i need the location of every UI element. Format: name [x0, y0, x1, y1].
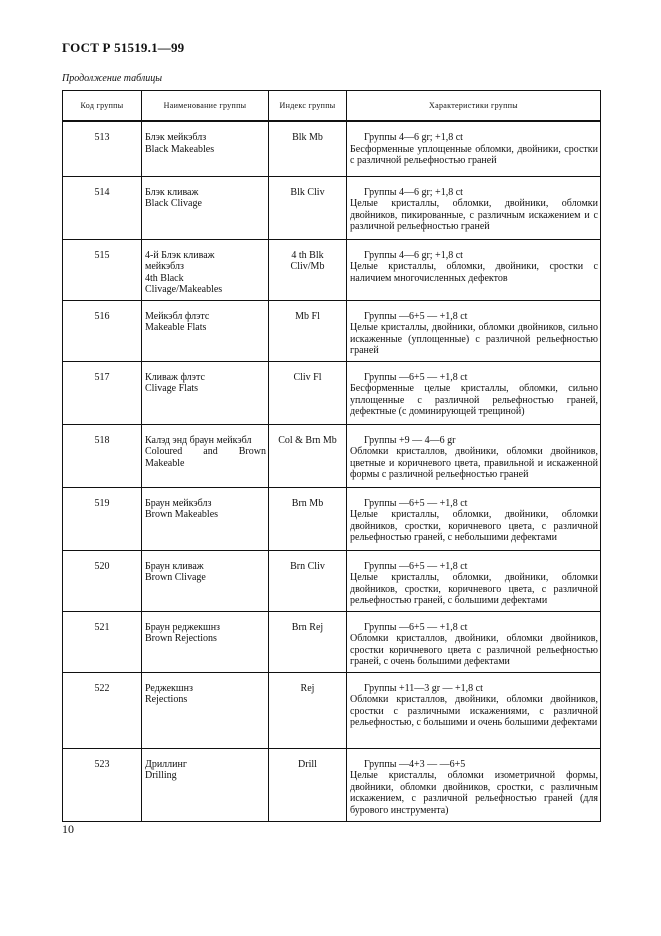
table-body	[63, 121, 601, 821]
group-code: 520	[63, 550, 142, 611]
group-name-line: Makeable Flats	[145, 322, 207, 334]
table-row	[63, 300, 601, 361]
group-description: Целые кристаллы, обломки, двойники, обломки двойников, сростки, коричневого цвета, с различной рельефностью граней, с большими дефектами	[350, 572, 598, 607]
group-size-range: Группы +9 — 4—6 gr	[364, 434, 456, 446]
group-code: 523	[63, 748, 142, 821]
group-code: 515	[63, 239, 142, 300]
group-name-line: Rejections	[145, 694, 188, 706]
column-header-name: Наименование группы	[142, 91, 269, 122]
group-size-range: Группы —6+5 — +1,8 ct	[364, 371, 468, 383]
table-row	[63, 672, 601, 748]
table-row	[63, 361, 601, 424]
table-row	[63, 550, 601, 611]
group-name-line: Браун мейкэблз	[145, 497, 212, 509]
group-name-line: Дриллинг	[145, 758, 187, 770]
group-characteristics	[347, 611, 601, 672]
group-name-line: Brown Rejections	[145, 633, 217, 645]
group-description: Целые кристаллы, двойники, обломки двойников, сильно искаженные (уплощенные) с различной рельефностью граней	[350, 322, 598, 357]
group-size-range: Группы —6+5 — +1,8 ct	[364, 497, 468, 509]
group-characteristics	[347, 121, 601, 176]
table-row	[63, 487, 601, 550]
group-index	[269, 748, 347, 821]
group-index-line: Blk Cliv	[290, 186, 325, 198]
group-name	[142, 239, 269, 300]
group-characteristics	[347, 487, 601, 550]
group-description: Целые кристаллы, обломки, двойники, обломки двойников, пикированные, с различным искажением и с различной рельефностью граней	[350, 198, 598, 233]
group-size-range: Группы —4+3 — —6+5	[364, 758, 466, 770]
group-code: 518	[63, 424, 142, 487]
group-size-range: Группы —6+5 — +1,8 ct	[364, 310, 468, 322]
group-description: Обломки кристаллов, двойники, обломки двойников, сростки с различными искажениями, с различной рельефностью, с большими и очень большими дефектами	[350, 694, 598, 729]
group-characteristics	[347, 424, 601, 487]
group-index	[269, 121, 347, 176]
table-row	[63, 748, 601, 821]
group-name-line: Браун реджекшнз	[145, 621, 220, 633]
group-table	[62, 90, 601, 822]
group-characteristics	[347, 361, 601, 424]
group-name-line: Clivage/Makeables	[145, 284, 223, 296]
group-description: Обломки кристаллов, двойники, обломки двойников, сростки коричневого цвета с различной рельефностью граней, с очень большими дефектами	[350, 633, 598, 668]
group-name	[142, 424, 269, 487]
group-index	[269, 550, 347, 611]
group-index	[269, 487, 347, 550]
group-description: Целые кристаллы, обломки изометричной формы, двойники, обломки двойников, сростки, с различным искажением, с различной рельефностью граней (для бурового инструмента)	[350, 770, 598, 816]
group-index-line: Col & Brn Mb	[278, 434, 337, 446]
group-code: 522	[63, 672, 142, 748]
group-index	[269, 239, 347, 300]
group-name-line: Makeable	[145, 457, 185, 469]
group-size-range: Группы +11—3 gr — +1,8 ct	[364, 682, 483, 694]
table-row	[63, 121, 601, 176]
group-name-line: 4-й Блэк кливаж	[145, 249, 215, 261]
group-name	[142, 300, 269, 361]
group-code: 519	[63, 487, 142, 550]
table-row	[63, 424, 601, 487]
group-name-line: Black Clivage	[145, 198, 202, 210]
group-index-line: Blk Mb	[292, 132, 323, 143]
group-name-line: Brown Makeables	[145, 509, 219, 521]
group-name	[142, 748, 269, 821]
group-name-line: мейкэблз	[145, 261, 184, 273]
group-name	[142, 672, 269, 748]
group-name	[142, 121, 269, 176]
group-description: Целые кристаллы, обломки, двойники, обломки двойников, сростки, коричневого цвета, с различной рельефностью граней, с небольшими дефектами	[350, 509, 598, 544]
page-number: 10	[62, 822, 74, 836]
group-name-line: Clivage Flats	[145, 383, 199, 395]
table-header-row	[63, 91, 601, 122]
group-index	[269, 672, 347, 748]
group-index	[269, 611, 347, 672]
group-characteristics	[347, 672, 601, 748]
table-row	[63, 176, 601, 239]
group-index-line: Brn Mb	[291, 497, 324, 509]
group-index	[269, 361, 347, 424]
group-size-range: Группы 4—6 gr; +1,8 ct	[364, 249, 463, 261]
group-name	[142, 611, 269, 672]
group-name-line: Black Makeables	[145, 143, 215, 155]
group-description: Целые кристаллы, обломки, двойники, сростки с наличием многочисленных дефектов	[350, 261, 598, 284]
table-row	[63, 239, 601, 300]
group-index-line: Cliv Fl	[293, 371, 322, 383]
group-index	[269, 300, 347, 361]
group-size-range: Группы —6+5 — +1,8 ct	[364, 560, 468, 572]
group-name-line: 4th Black	[145, 272, 184, 284]
group-code: 521	[63, 611, 142, 672]
group-description: Бесформенные уплощенные обломки, двойники, сростки с различной рельефностью граней	[350, 143, 598, 167]
group-name-line: Кливаж флэтс	[145, 371, 205, 383]
group-name	[142, 361, 269, 424]
group-index-line: 4 th Blk	[291, 249, 324, 261]
group-index-line: Drill	[298, 758, 317, 770]
group-characteristics	[347, 748, 601, 821]
column-header-characteristics: Характеристики группы	[347, 91, 601, 122]
group-size-range: Группы 4—6 gr; +1,8 ct	[364, 186, 463, 198]
group-name-line: Реджекшнз	[145, 682, 193, 694]
group-name-line: Блэк кливаж	[145, 186, 199, 198]
column-header-code: Код группы	[63, 91, 142, 122]
group-size-range: Группы 4—6 gr; +1,8 ct	[364, 132, 463, 143]
group-name	[142, 487, 269, 550]
group-name-line: Coloured and Brown	[145, 446, 266, 458]
group-index-line: Brn Cliv	[290, 560, 325, 572]
group-name-line: Блэк мейкэблз	[145, 132, 207, 143]
group-name-line: Калэд энд браун мейкэбл	[145, 434, 252, 446]
group-name	[142, 176, 269, 239]
group-characteristics	[347, 239, 601, 300]
group-name-line: Drilling	[145, 770, 177, 782]
group-name-line: Brown Clivage	[145, 572, 206, 584]
column-header-index: Индекс группы	[269, 91, 347, 122]
group-characteristics	[347, 300, 601, 361]
group-index-line: Cliv/Mb	[290, 261, 325, 273]
group-characteristics	[347, 176, 601, 239]
table-row	[63, 611, 601, 672]
group-characteristics	[347, 550, 601, 611]
group-code: 516	[63, 300, 142, 361]
group-name-line: Браун кливаж	[145, 560, 204, 572]
group-index-line: Mb Fl	[295, 310, 320, 322]
group-code: 517	[63, 361, 142, 424]
group-name-line: Мейкэбл флэтс	[145, 310, 210, 322]
group-description: Бесформенные целые кристаллы, обломки, сильно уплощенные с различной рельефностью граней, дефектные (с доминирующей трещиной)	[350, 383, 598, 418]
group-code: 514	[63, 176, 142, 239]
group-size-range: Группы —6+5 — +1,8 ct	[364, 621, 468, 633]
table-continuation-note: Продолжение таблицы	[62, 73, 163, 84]
group-index-line: Brn Rej	[291, 621, 324, 633]
group-name	[142, 550, 269, 611]
group-description: Обломки кристаллов, двойники, обломки двойников, цветные и коричневого цвета, правильной и искаженной формы с различной рельефностью граней	[350, 446, 598, 481]
group-index	[269, 424, 347, 487]
group-index	[269, 176, 347, 239]
group-index-line: Rej	[300, 682, 315, 694]
group-code: 513	[63, 121, 142, 176]
document-title: ГОСТ Р 51519.1—99	[62, 40, 185, 55]
